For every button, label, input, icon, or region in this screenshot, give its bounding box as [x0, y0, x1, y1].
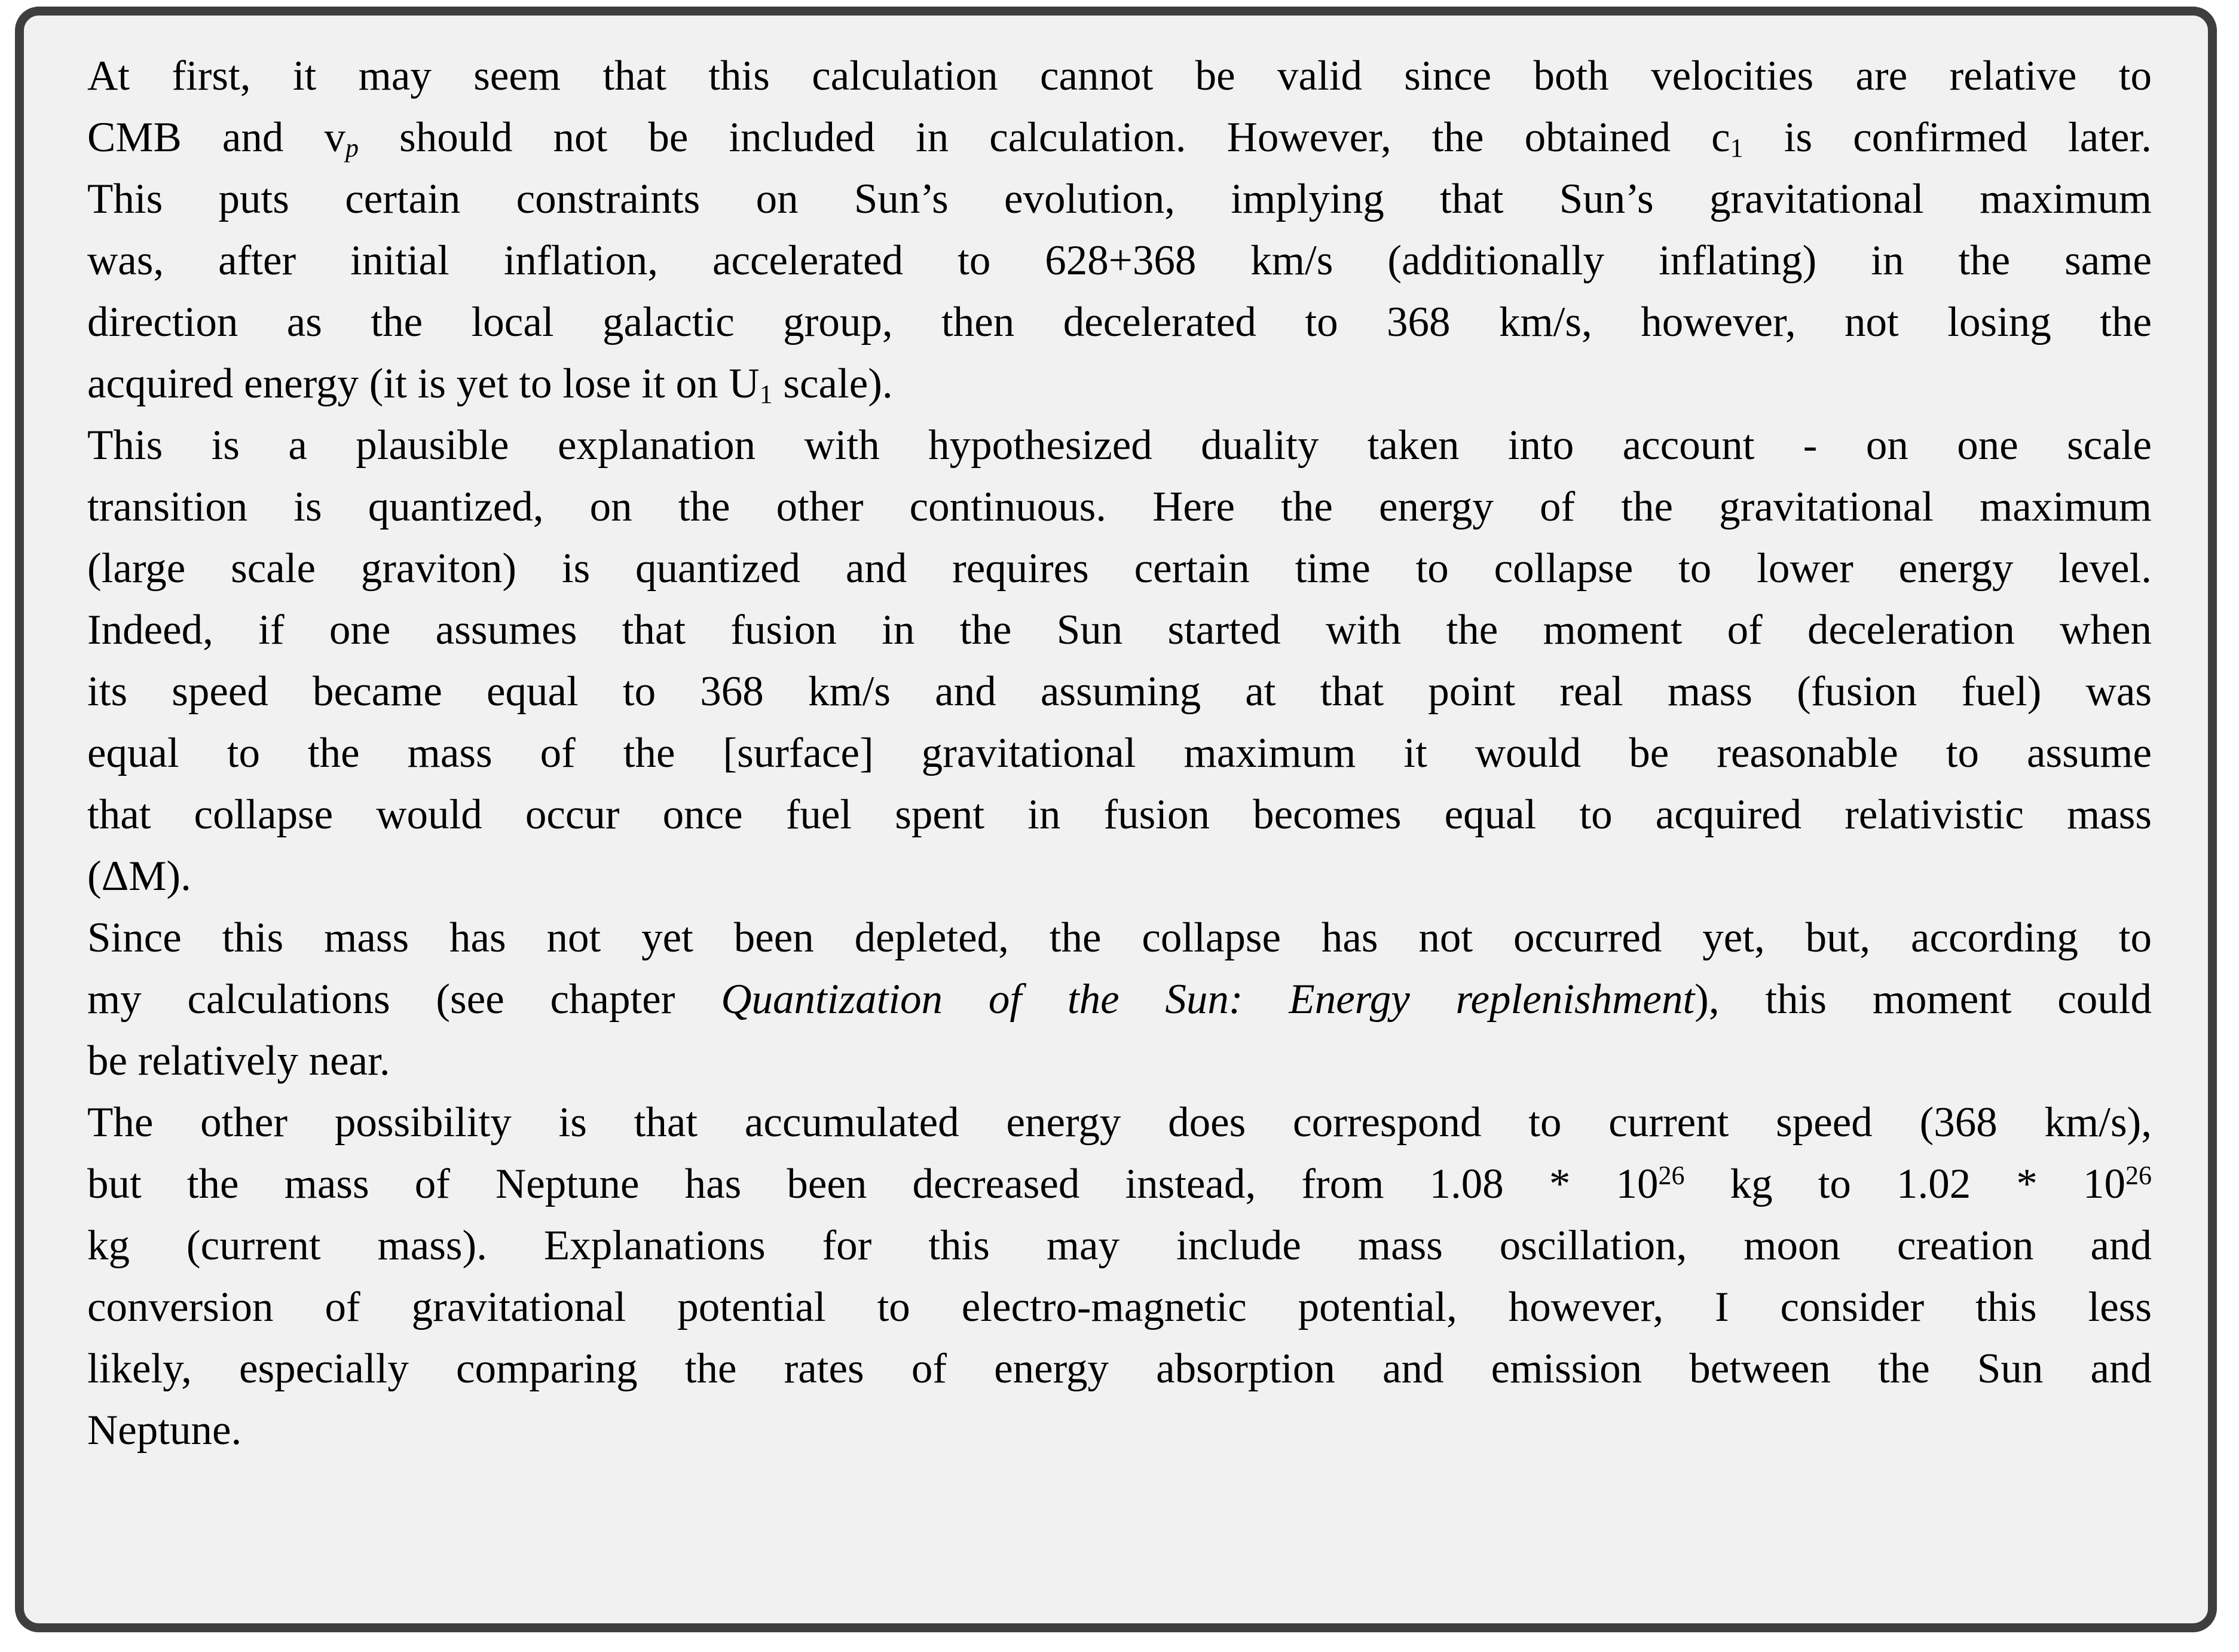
text-line	[87, 1277, 2152, 1338]
superscript-text: 26	[2125, 1161, 2152, 1191]
text-run: At first, it may seem that this calculation cannot be valid since both velocities are relative to	[87, 53, 2152, 99]
text-line	[87, 476, 2152, 538]
text-run: This puts certain constraints on Sun’s evolution, implying that Sun’s gravitational maximum	[87, 176, 2152, 222]
text-run: This is a plausible explanation with hypothesized duality taken into account - on one scale	[87, 422, 2152, 469]
text-line	[87, 1338, 2152, 1400]
text-line	[87, 538, 2152, 599]
text-line	[87, 1400, 2152, 1461]
text-run: is confirmed later.	[1743, 114, 2152, 161]
italic-text: Quantization of the Sun: Energy replenishment	[721, 976, 1695, 1023]
text-run: transition is quantized, on the other continuous. Here the energy of the gravitational maximum	[87, 484, 2152, 530]
text-line	[87, 784, 2152, 846]
subscript-text: p	[345, 133, 359, 163]
text-run: (ΔM).	[87, 853, 191, 900]
text-run: be relatively near.	[87, 1038, 390, 1084]
text-run: Neptune.	[87, 1407, 242, 1454]
text-line	[87, 1154, 2152, 1215]
text-run: The other possibility is that accumulated energy does correspond to current speed (368 km/s),	[87, 1099, 2152, 1146]
text-line	[87, 907, 2152, 969]
subscript-text: 1	[1730, 133, 1744, 163]
text-run: acquired energy (it is yet to lose it on U	[87, 360, 760, 407]
text-run: CMB and v	[87, 114, 346, 161]
text-line	[87, 230, 2152, 292]
text-line	[87, 661, 2152, 723]
text-line	[87, 1030, 2152, 1092]
text-run: likely, especially comparing the rates of energy absorption and emission between the Sun and	[87, 1345, 2152, 1392]
text-line	[87, 169, 2152, 230]
text-run: kg (current mass). Explanations for this may include mass oscillation, moon creation and	[87, 1222, 2152, 1269]
text-run: should not be included in calculation. However, the obtained c	[359, 114, 1730, 161]
text-line	[87, 723, 2152, 784]
text-line	[87, 1215, 2152, 1277]
text-box	[15, 7, 2217, 1632]
text-run: Indeed, if one assumes that fusion in the Sun started with the moment of deceleration when	[87, 607, 2152, 653]
text-run: ), this moment could	[1694, 976, 2152, 1023]
text-run: but the mass of Neptune has been decreased instead, from 1.08 * 10	[87, 1161, 1659, 1207]
text-run: my calculations (see chapter	[87, 976, 721, 1023]
text-line	[87, 969, 2152, 1030]
text-run: equal to the mass of the [surface] gravitational maximum it would be reasonable to assume	[87, 730, 2152, 776]
text-line	[87, 1092, 2152, 1154]
paragraph-text	[24, 16, 2208, 1461]
superscript-text: 26	[1658, 1161, 1685, 1191]
text-run: kg to 1.02 * 10	[1684, 1161, 2125, 1207]
text-run: scale).	[772, 360, 893, 407]
text-run: (large scale graviton) is quantized and requires certain time to collapse to lower energy level.	[87, 545, 2152, 592]
text-line	[87, 292, 2152, 353]
text-line	[87, 107, 2152, 169]
text-line	[87, 45, 2152, 107]
text-run: conversion of gravitational potential to electro-magnetic potential, however, I consider this less	[87, 1284, 2152, 1330]
text-run: that collapse would occur once fuel spent in fusion becomes equal to acquired relativistic mass	[87, 791, 2152, 838]
text-line	[87, 415, 2152, 476]
text-line	[87, 846, 2152, 907]
text-line	[87, 353, 2152, 415]
text-run: its speed became equal to 368 km/s and assuming at that point real mass (fusion fuel) was	[87, 668, 2152, 715]
text-line	[87, 599, 2152, 661]
text-run: direction as the local galactic group, then decelerated to 368 km/s, however, not losing the	[87, 299, 2152, 345]
text-run: was, after initial inflation, accelerated to 628+368 km/s (additionally inflating) in the same	[87, 237, 2152, 284]
subscript-text: 1	[759, 379, 773, 409]
text-run: Since this mass has not yet been depleted, the collapse has not occurred yet, but, according to	[87, 914, 2152, 961]
